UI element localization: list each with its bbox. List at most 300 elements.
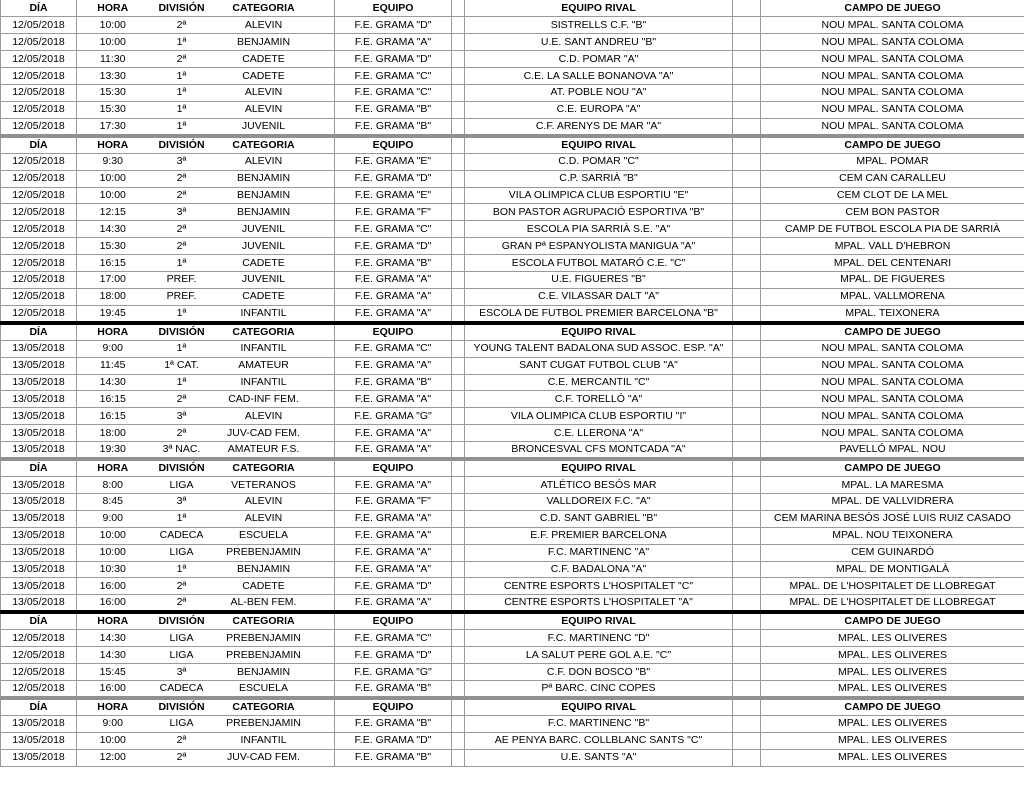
venue-cell[interactable]: NOU MPAL. SANTA COLOMA (761, 408, 1024, 425)
gap-cell[interactable] (733, 271, 761, 288)
rival-cell[interactable]: VALLDOREIX F.C. "A" (465, 493, 733, 510)
gap-cell[interactable] (733, 357, 761, 374)
category-cell[interactable]: PREBENJAMIN (215, 544, 313, 561)
gap-cell[interactable] (452, 170, 465, 187)
header-campo[interactable]: CAMPO DE JUEGO (761, 698, 1024, 716)
team-cell[interactable]: F.E. GRAMA "D" (335, 578, 452, 595)
division-cell[interactable]: 2ª (149, 187, 215, 204)
header-dia[interactable]: DÍA (1, 612, 77, 630)
gap-cell[interactable] (733, 101, 761, 118)
time-cell[interactable]: 10:00 (77, 17, 149, 34)
venue-cell[interactable]: NOU MPAL. SANTA COLOMA (761, 374, 1024, 391)
category-cell[interactable]: BENJAMIN (215, 170, 313, 187)
time-cell[interactable]: 9:00 (77, 340, 149, 357)
date-cell[interactable]: 13/05/2018 (1, 357, 77, 374)
date-cell[interactable]: 13/05/2018 (1, 732, 77, 749)
rival-cell[interactable]: BRONCESVAL CFS MONTCADA "A" (465, 442, 733, 460)
time-cell[interactable]: 11:45 (77, 357, 149, 374)
gap-cell[interactable] (733, 0, 761, 17)
gap-cell[interactable] (313, 136, 335, 154)
division-cell[interactable]: 3ª (149, 664, 215, 681)
division-cell[interactable]: CADECA (149, 527, 215, 544)
header-campo[interactable]: CAMPO DE JUEGO (761, 0, 1024, 17)
time-cell[interactable]: 16:15 (77, 391, 149, 408)
category-cell[interactable]: PREBENJAMIN (215, 630, 313, 647)
gap-cell[interactable] (313, 732, 335, 749)
venue-cell[interactable]: NOU MPAL. SANTA COLOMA (761, 68, 1024, 85)
gap-cell[interactable] (313, 459, 335, 477)
gap-cell[interactable] (452, 391, 465, 408)
rival-cell[interactable]: CENTRE ESPORTS L'HOSPITALET "A" (465, 595, 733, 613)
gap-cell[interactable] (452, 442, 465, 460)
rival-cell[interactable]: C.P. SARRIÀ "B" (465, 170, 733, 187)
gap-cell[interactable] (452, 544, 465, 561)
gap-cell[interactable] (452, 357, 465, 374)
date-cell[interactable]: 13/05/2018 (1, 595, 77, 613)
header-equipo-rival[interactable]: EQUIPO RIVAL (465, 698, 733, 716)
date-cell[interactable]: 12/05/2018 (1, 305, 77, 323)
time-cell[interactable]: 9:30 (77, 153, 149, 170)
time-cell[interactable]: 10:00 (77, 34, 149, 51)
gap-cell[interactable] (733, 170, 761, 187)
venue-cell[interactable]: MPAL. LES OLIVERES (761, 732, 1024, 749)
header-campo[interactable]: CAMPO DE JUEGO (761, 612, 1024, 630)
team-cell[interactable]: F.E. GRAMA "C" (335, 221, 452, 238)
team-cell[interactable]: F.E. GRAMA "B" (335, 749, 452, 766)
venue-cell[interactable]: CEM GUINARDÓ (761, 544, 1024, 561)
date-cell[interactable]: 12/05/2018 (1, 153, 77, 170)
gap-cell[interactable] (452, 118, 465, 136)
gap-cell[interactable] (452, 749, 465, 766)
gap-cell[interactable] (313, 630, 335, 647)
venue-cell[interactable]: MPAL. DE FIGUERES (761, 271, 1024, 288)
team-cell[interactable]: F.E. GRAMA "A" (335, 477, 452, 494)
category-cell[interactable]: BENJAMIN (215, 204, 313, 221)
rival-cell[interactable]: GRAN Pª ESPANYOLISTA MANIGUA "A" (465, 238, 733, 255)
venue-cell[interactable]: CEM CAN CARALLEU (761, 170, 1024, 187)
header-division[interactable]: DIVISIÓN (149, 612, 215, 630)
gap-cell[interactable] (313, 595, 335, 613)
gap-cell[interactable] (452, 340, 465, 357)
rival-cell[interactable]: F.C. MARTINENC "A" (465, 544, 733, 561)
header-categoria[interactable]: CATEGORIA (215, 0, 313, 17)
rival-cell[interactable]: C.D. POMAR "A" (465, 51, 733, 68)
date-cell[interactable]: 12/05/2018 (1, 17, 77, 34)
gap-cell[interactable] (452, 101, 465, 118)
gap-cell[interactable] (733, 493, 761, 510)
header-dia[interactable]: DÍA (1, 459, 77, 477)
rival-cell[interactable]: Pª BARC. CINC COPES (465, 681, 733, 699)
division-cell[interactable]: LIGA (149, 716, 215, 733)
header-division[interactable]: DIVISIÓN (149, 459, 215, 477)
division-cell[interactable]: 2ª (149, 238, 215, 255)
division-cell[interactable]: 2ª (149, 221, 215, 238)
date-cell[interactable]: 13/05/2018 (1, 493, 77, 510)
gap-cell[interactable] (452, 255, 465, 272)
division-cell[interactable]: 2ª (149, 17, 215, 34)
gap-cell[interactable] (733, 595, 761, 613)
division-cell[interactable]: LIGA (149, 544, 215, 561)
division-cell[interactable]: LIGA (149, 477, 215, 494)
time-cell[interactable]: 9:00 (77, 716, 149, 733)
gap-cell[interactable] (313, 716, 335, 733)
venue-cell[interactable]: MPAL. TEIXONERA (761, 305, 1024, 323)
gap-cell[interactable] (452, 136, 465, 154)
header-division[interactable]: DIVISIÓN (149, 0, 215, 17)
category-cell[interactable]: ALEVIN (215, 510, 313, 527)
time-cell[interactable]: 12:00 (77, 749, 149, 766)
header-equipo-rival[interactable]: EQUIPO RIVAL (465, 323, 733, 341)
header-equipo[interactable]: EQUIPO (335, 459, 452, 477)
date-cell[interactable]: 13/05/2018 (1, 442, 77, 460)
time-cell[interactable]: 16:00 (77, 681, 149, 699)
venue-cell[interactable]: NOU MPAL. SANTA COLOMA (761, 34, 1024, 51)
category-cell[interactable]: CADETE (215, 68, 313, 85)
category-cell[interactable]: CADETE (215, 255, 313, 272)
team-cell[interactable]: F.E. GRAMA "G" (335, 408, 452, 425)
team-cell[interactable]: F.E. GRAMA "A" (335, 544, 452, 561)
gap-cell[interactable] (313, 664, 335, 681)
rival-cell[interactable]: C.E. LLERONA "A" (465, 425, 733, 442)
rival-cell[interactable]: BON PASTOR AGRUPACIÓ ESPORTIVA "B" (465, 204, 733, 221)
header-categoria[interactable]: CATEGORIA (215, 136, 313, 154)
gap-cell[interactable] (733, 118, 761, 136)
venue-cell[interactable]: MPAL. DE L'HOSPITALET DE LLOBREGAT (761, 578, 1024, 595)
venue-cell[interactable]: NOU MPAL. SANTA COLOMA (761, 51, 1024, 68)
gap-cell[interactable] (313, 0, 335, 17)
rival-cell[interactable]: C.D. SANT GABRIEL "B" (465, 510, 733, 527)
venue-cell[interactable]: MPAL. DE L'HOSPITALET DE LLOBREGAT (761, 595, 1024, 613)
date-cell[interactable]: 13/05/2018 (1, 408, 77, 425)
gap-cell[interactable] (452, 612, 465, 630)
division-cell[interactable]: 1ª (149, 255, 215, 272)
venue-cell[interactable]: NOU MPAL. SANTA COLOMA (761, 357, 1024, 374)
team-cell[interactable]: F.E. GRAMA "A" (335, 595, 452, 613)
time-cell[interactable]: 18:00 (77, 288, 149, 305)
gap-cell[interactable] (313, 374, 335, 391)
division-cell[interactable]: 1ª (149, 101, 215, 118)
rival-cell[interactable]: C.E. EUROPA "A" (465, 101, 733, 118)
gap-cell[interactable] (313, 68, 335, 85)
date-cell[interactable]: 13/05/2018 (1, 527, 77, 544)
gap-cell[interactable] (313, 238, 335, 255)
rival-cell[interactable]: U.E. FIGUERES "B" (465, 271, 733, 288)
gap-cell[interactable] (733, 716, 761, 733)
team-cell[interactable]: F.E. GRAMA "B" (335, 716, 452, 733)
header-equipo[interactable]: EQUIPO (335, 323, 452, 341)
team-cell[interactable]: F.E. GRAMA "C" (335, 84, 452, 101)
gap-cell[interactable] (313, 527, 335, 544)
gap-cell[interactable] (313, 647, 335, 664)
division-cell[interactable]: 3ª (149, 153, 215, 170)
category-cell[interactable]: CADETE (215, 51, 313, 68)
gap-cell[interactable] (733, 340, 761, 357)
gap-cell[interactable] (313, 255, 335, 272)
team-cell[interactable]: F.E. GRAMA "A" (335, 34, 452, 51)
gap-cell[interactable] (452, 0, 465, 17)
rival-cell[interactable]: SISTRELLS C.F. "B" (465, 17, 733, 34)
division-cell[interactable]: 1ª (149, 340, 215, 357)
team-cell[interactable]: F.E. GRAMA "B" (335, 118, 452, 136)
time-cell[interactable]: 15:30 (77, 84, 149, 101)
date-cell[interactable]: 12/05/2018 (1, 51, 77, 68)
category-cell[interactable]: JUV-CAD FEM. (215, 425, 313, 442)
gap-cell[interactable] (452, 477, 465, 494)
header-dia[interactable]: DÍA (1, 323, 77, 341)
header-division[interactable]: DIVISIÓN (149, 698, 215, 716)
category-cell[interactable]: AMATEUR F.S. (215, 442, 313, 460)
category-cell[interactable]: JUV-CAD FEM. (215, 749, 313, 766)
header-categoria[interactable]: CATEGORIA (215, 459, 313, 477)
gap-cell[interactable] (313, 544, 335, 561)
header-campo[interactable]: CAMPO DE JUEGO (761, 323, 1024, 341)
rival-cell[interactable]: F.C. MARTINENC "B" (465, 716, 733, 733)
category-cell[interactable]: AMATEUR (215, 357, 313, 374)
division-cell[interactable]: 1ª (149, 34, 215, 51)
venue-cell[interactable]: NOU MPAL. SANTA COLOMA (761, 84, 1024, 101)
venue-cell[interactable]: MPAL. LES OLIVERES (761, 664, 1024, 681)
gap-cell[interactable] (733, 477, 761, 494)
rival-cell[interactable]: ESCOLA DE FUTBOL PREMIER BARCELONA "B" (465, 305, 733, 323)
gap-cell[interactable] (313, 340, 335, 357)
team-cell[interactable]: F.E. GRAMA "A" (335, 442, 452, 460)
rival-cell[interactable]: C.E. VILASSAR DALT "A" (465, 288, 733, 305)
gap-cell[interactable] (452, 271, 465, 288)
category-cell[interactable]: ESCUELA (215, 527, 313, 544)
venue-cell[interactable]: MPAL. POMAR (761, 153, 1024, 170)
gap-cell[interactable] (733, 84, 761, 101)
gap-cell[interactable] (733, 732, 761, 749)
team-cell[interactable]: F.E. GRAMA "F" (335, 204, 452, 221)
gap-cell[interactable] (452, 204, 465, 221)
rival-cell[interactable]: ESCOLA FUTBOL MATARÓ C.E. "C" (465, 255, 733, 272)
division-cell[interactable]: 1ª (149, 510, 215, 527)
gap-cell[interactable] (313, 477, 335, 494)
date-cell[interactable]: 12/05/2018 (1, 34, 77, 51)
venue-cell[interactable]: MPAL. DEL CENTENARI (761, 255, 1024, 272)
gap-cell[interactable] (733, 664, 761, 681)
header-hora[interactable]: HORA (77, 459, 149, 477)
gap-cell[interactable] (733, 238, 761, 255)
team-cell[interactable]: F.E. GRAMA "C" (335, 630, 452, 647)
category-cell[interactable]: CAD-INF FEM. (215, 391, 313, 408)
rival-cell[interactable]: ESCOLA PIA SARRIÀ S.E. "A" (465, 221, 733, 238)
gap-cell[interactable] (313, 305, 335, 323)
time-cell[interactable]: 16:00 (77, 578, 149, 595)
time-cell[interactable]: 13:30 (77, 68, 149, 85)
time-cell[interactable]: 12:15 (77, 204, 149, 221)
division-cell[interactable]: 3ª (149, 204, 215, 221)
gap-cell[interactable] (733, 221, 761, 238)
division-cell[interactable]: 2ª (149, 51, 215, 68)
date-cell[interactable]: 12/05/2018 (1, 630, 77, 647)
team-cell[interactable]: F.E. GRAMA "A" (335, 357, 452, 374)
rival-cell[interactable]: LA SALUT PERE GOL A.E. "C" (465, 647, 733, 664)
category-cell[interactable]: ALEVIN (215, 493, 313, 510)
division-cell[interactable]: 2ª (149, 732, 215, 749)
date-cell[interactable]: 13/05/2018 (1, 561, 77, 578)
date-cell[interactable]: 12/05/2018 (1, 68, 77, 85)
gap-cell[interactable] (313, 442, 335, 460)
division-cell[interactable]: LIGA (149, 647, 215, 664)
gap-cell[interactable] (733, 17, 761, 34)
category-cell[interactable]: ALEVIN (215, 17, 313, 34)
gap-cell[interactable] (733, 527, 761, 544)
gap-cell[interactable] (452, 716, 465, 733)
rival-cell[interactable]: E.F. PREMIER BARCELONA (465, 527, 733, 544)
venue-cell[interactable]: MPAL. LES OLIVERES (761, 630, 1024, 647)
gap-cell[interactable] (313, 391, 335, 408)
time-cell[interactable]: 10:00 (77, 544, 149, 561)
header-categoria[interactable]: CATEGORIA (215, 612, 313, 630)
team-cell[interactable]: F.E. GRAMA "C" (335, 68, 452, 85)
gap-cell[interactable] (452, 698, 465, 716)
rival-cell[interactable]: C.E. MERCANTIL "C" (465, 374, 733, 391)
time-cell[interactable]: 17:00 (77, 271, 149, 288)
venue-cell[interactable]: MPAL. LA MARESMA (761, 477, 1024, 494)
venue-cell[interactable]: CEM BON PASTOR (761, 204, 1024, 221)
venue-cell[interactable]: CEM CLOT DE LA MEL (761, 187, 1024, 204)
gap-cell[interactable] (313, 51, 335, 68)
date-cell[interactable]: 12/05/2018 (1, 271, 77, 288)
gap-cell[interactable] (452, 84, 465, 101)
date-cell[interactable]: 12/05/2018 (1, 664, 77, 681)
gap-cell[interactable] (313, 118, 335, 136)
venue-cell[interactable]: NOU MPAL. SANTA COLOMA (761, 101, 1024, 118)
category-cell[interactable]: INFANTIL (215, 340, 313, 357)
division-cell[interactable]: 3ª (149, 408, 215, 425)
team-cell[interactable]: F.E. GRAMA "F" (335, 493, 452, 510)
team-cell[interactable]: F.E. GRAMA "B" (335, 255, 452, 272)
team-cell[interactable]: F.E. GRAMA "D" (335, 17, 452, 34)
date-cell[interactable]: 13/05/2018 (1, 716, 77, 733)
gap-cell[interactable] (313, 681, 335, 699)
venue-cell[interactable]: NOU MPAL. SANTA COLOMA (761, 391, 1024, 408)
category-cell[interactable]: AL-BEN FEM. (215, 595, 313, 613)
gap-cell[interactable] (733, 255, 761, 272)
gap-cell[interactable] (733, 510, 761, 527)
category-cell[interactable]: ALEVIN (215, 408, 313, 425)
date-cell[interactable]: 13/05/2018 (1, 544, 77, 561)
team-cell[interactable]: F.E. GRAMA "A" (335, 305, 452, 323)
gap-cell[interactable] (452, 425, 465, 442)
gap-cell[interactable] (452, 221, 465, 238)
gap-cell[interactable] (313, 612, 335, 630)
gap-cell[interactable] (313, 187, 335, 204)
division-cell[interactable]: 2ª (149, 749, 215, 766)
date-cell[interactable]: 12/05/2018 (1, 681, 77, 699)
gap-cell[interactable] (452, 408, 465, 425)
date-cell[interactable]: 13/05/2018 (1, 425, 77, 442)
header-equipo-rival[interactable]: EQUIPO RIVAL (465, 612, 733, 630)
gap-cell[interactable] (313, 204, 335, 221)
team-cell[interactable]: F.E. GRAMA "A" (335, 271, 452, 288)
gap-cell[interactable] (733, 187, 761, 204)
date-cell[interactable]: 13/05/2018 (1, 477, 77, 494)
venue-cell[interactable]: NOU MPAL. SANTA COLOMA (761, 118, 1024, 136)
team-cell[interactable]: F.E. GRAMA "C" (335, 340, 452, 357)
time-cell[interactable]: 15:30 (77, 101, 149, 118)
team-cell[interactable]: F.E. GRAMA "B" (335, 374, 452, 391)
gap-cell[interactable] (733, 612, 761, 630)
rival-cell[interactable]: U.E. SANTS "A" (465, 749, 733, 766)
gap-cell[interactable] (452, 238, 465, 255)
rival-cell[interactable]: YOUNG TALENT BADALONA SUD ASSOC. ESP. "A" (465, 340, 733, 357)
header-campo[interactable]: CAMPO DE JUEGO (761, 459, 1024, 477)
category-cell[interactable]: ESCUELA (215, 681, 313, 699)
rival-cell[interactable]: CENTRE ESPORTS L'HOSPITALET "C" (465, 578, 733, 595)
gap-cell[interactable] (313, 271, 335, 288)
gap-cell[interactable] (452, 459, 465, 477)
gap-cell[interactable] (452, 34, 465, 51)
team-cell[interactable]: F.E. GRAMA "A" (335, 510, 452, 527)
time-cell[interactable]: 10:00 (77, 732, 149, 749)
category-cell[interactable]: BENJAMIN (215, 561, 313, 578)
venue-cell[interactable]: NOU MPAL. SANTA COLOMA (761, 425, 1024, 442)
date-cell[interactable]: 12/05/2018 (1, 288, 77, 305)
gap-cell[interactable] (452, 664, 465, 681)
gap-cell[interactable] (452, 374, 465, 391)
header-dia[interactable]: DÍA (1, 0, 77, 17)
header-equipo-rival[interactable]: EQUIPO RIVAL (465, 459, 733, 477)
gap-cell[interactable] (452, 647, 465, 664)
gap-cell[interactable] (313, 493, 335, 510)
gap-cell[interactable] (733, 408, 761, 425)
gap-cell[interactable] (313, 425, 335, 442)
category-cell[interactable]: BENJAMIN (215, 187, 313, 204)
gap-cell[interactable] (733, 698, 761, 716)
rival-cell[interactable]: C.F. TORELLÓ "A" (465, 391, 733, 408)
venue-cell[interactable]: PAVELLÓ MPAL. NOU (761, 442, 1024, 460)
gap-cell[interactable] (452, 288, 465, 305)
rival-cell[interactable]: U.E. SANT ANDREU "B" (465, 34, 733, 51)
team-cell[interactable]: F.E. GRAMA "D" (335, 238, 452, 255)
gap-cell[interactable] (452, 51, 465, 68)
rival-cell[interactable]: C.F. DON BOSCO "B" (465, 664, 733, 681)
venue-cell[interactable]: CAMP DE FUTBOL ESCOLA PIA DE SARRIÀ (761, 221, 1024, 238)
category-cell[interactable]: JUVENIL (215, 221, 313, 238)
date-cell[interactable]: 12/05/2018 (1, 255, 77, 272)
venue-cell[interactable]: MPAL. LES OLIVERES (761, 749, 1024, 766)
gap-cell[interactable] (313, 408, 335, 425)
rival-cell[interactable]: SANT CUGAT FUTBOL CLUB "A" (465, 357, 733, 374)
time-cell[interactable]: 10:30 (77, 561, 149, 578)
gap-cell[interactable] (733, 681, 761, 699)
gap-cell[interactable] (313, 288, 335, 305)
gap-cell[interactable] (733, 544, 761, 561)
team-cell[interactable]: F.E. GRAMA "A" (335, 527, 452, 544)
header-division[interactable]: DIVISIÓN (149, 136, 215, 154)
gap-cell[interactable] (313, 170, 335, 187)
venue-cell[interactable]: MPAL. LES OLIVERES (761, 647, 1024, 664)
category-cell[interactable]: JUVENIL (215, 271, 313, 288)
category-cell[interactable]: INFANTIL (215, 732, 313, 749)
team-cell[interactable]: F.E. GRAMA "D" (335, 647, 452, 664)
gap-cell[interactable] (452, 68, 465, 85)
time-cell[interactable]: 14:30 (77, 221, 149, 238)
team-cell[interactable]: F.E. GRAMA "A" (335, 425, 452, 442)
gap-cell[interactable] (733, 323, 761, 341)
date-cell[interactable]: 13/05/2018 (1, 578, 77, 595)
time-cell[interactable]: 14:30 (77, 374, 149, 391)
gap-cell[interactable] (452, 510, 465, 527)
gap-cell[interactable] (313, 357, 335, 374)
time-cell[interactable]: 16:15 (77, 255, 149, 272)
date-cell[interactable]: 13/05/2018 (1, 749, 77, 766)
gap-cell[interactable] (733, 459, 761, 477)
gap-cell[interactable] (733, 136, 761, 154)
gap-cell[interactable] (452, 17, 465, 34)
